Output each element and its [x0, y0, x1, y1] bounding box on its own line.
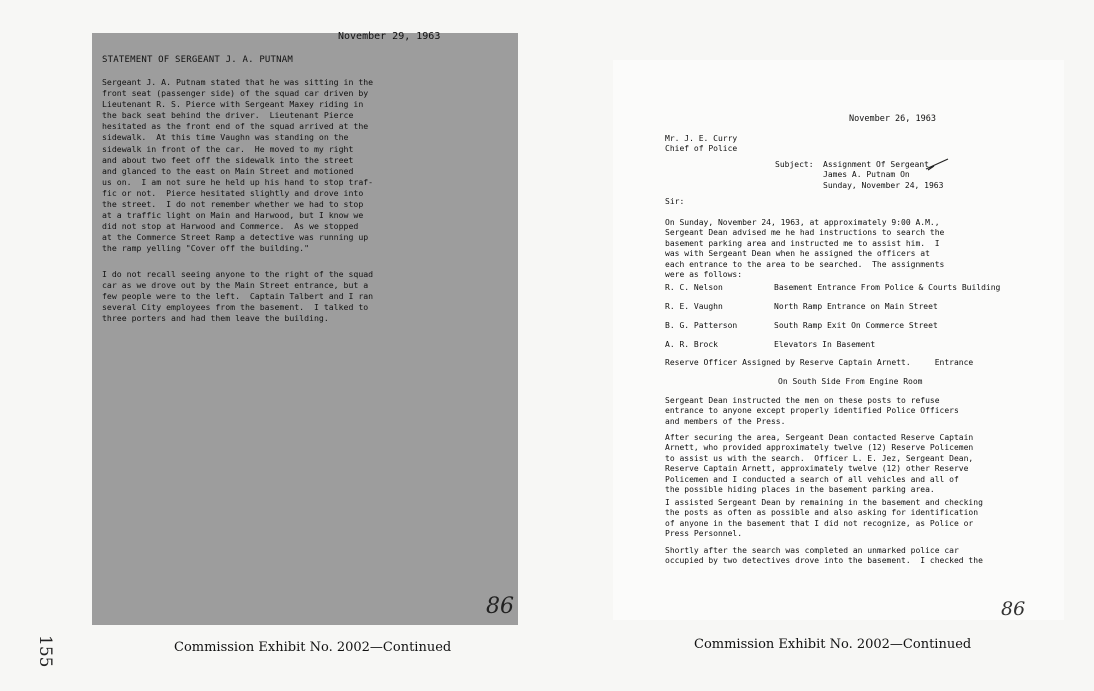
- text-line: at the Commerce Street Ramp a detective was running up: [102, 232, 369, 243]
- text-line: I do not recall seeing anyone to the right of the squad: [102, 269, 374, 279]
- right-handwritten-mark: 86: [1001, 598, 1026, 620]
- assignment-officer: B. G. Patterson: [665, 321, 738, 330]
- text-line: to assist us with the search. Officer L. E. Jez, Sergeant Dean,: [665, 453, 974, 463]
- text-line: basement parking area and instructed me to assist him. I: [665, 238, 940, 248]
- text-line: After securing the area, Sergeant Dean contacted Reserve Captain: [665, 433, 974, 442]
- subject-line: Assignment Of Sergeant: [823, 160, 929, 169]
- text-line: Sergeant J. A. Putnam stated that he was sitting in the: [102, 77, 374, 87]
- text-line: the posts as often as possible and also asking for identification: [665, 508, 979, 518]
- addressee-line: Chief of Police: [665, 144, 738, 154]
- text-line: fic or not. Pierce hesitated slightly and drove into: [102, 187, 364, 198]
- assignment-post: South Ramp Exit On Commerce Street: [774, 321, 938, 330]
- text-line: entrance to anyone except properly identified Police Officers: [665, 406, 959, 416]
- text-line: Sergeant Dean instructed the men on these posts to refuse: [665, 396, 940, 405]
- text-line: of anyone in the basement that I did not recognize, as Police or: [665, 518, 974, 528]
- text-line: I assisted Sergeant Dean by remaining in the basement and checking: [665, 498, 983, 507]
- text-line: and about two feet off the sidewalk into the street: [102, 154, 354, 165]
- text-line: and glanced to the east on Main Street and motioned: [102, 165, 354, 176]
- assignment-officer: R. E. Vaughn: [665, 302, 723, 311]
- text-line: the back seat behind the driver. Lieutenant Pierce: [102, 110, 354, 121]
- text-line: car as we drove out by the Main Street entrance, but a: [102, 280, 369, 291]
- left-handwritten-mark: 86: [486, 594, 514, 619]
- text-line: the ramp yelling "Cover off the building.": [102, 243, 310, 254]
- left-document-date: November 29, 1963: [338, 31, 441, 42]
- intro-paragraph: [665, 218, 944, 280]
- text-line: and members of the Press.: [665, 416, 786, 426]
- subject-line: James A. Putnam On: [823, 170, 910, 180]
- text-line: Press Personnel.: [665, 529, 743, 539]
- assignment-officer: A. R. Brock: [665, 340, 718, 349]
- left-paragraph-2: [102, 269, 402, 324]
- text-line: Lieutenant R. S. Pierce with Sergeant Maxey riding in: [102, 99, 364, 110]
- addressee-line: Mr. J. E. Curry: [665, 134, 738, 143]
- text-line: hesitated as the front end of the squad arrived at the: [102, 121, 369, 132]
- text-line: the possible hiding places in the basement parking area.: [665, 485, 935, 495]
- text-line: each entrance to the area to be searched. The assignments: [665, 259, 945, 269]
- subject-label: Subject:: [775, 160, 814, 169]
- text-line: Arnett, who provided approximately twelve (12) Reserve Policemen: [665, 443, 974, 453]
- text-line: few people were to the left. Captain Talbert and I ran: [102, 291, 374, 302]
- text-line: sidewalk in front of the car. He moved to my right: [102, 143, 354, 154]
- text-line: Policemen and I conducted a search of all vehicles and all of: [665, 474, 959, 484]
- assignment-post: North Ramp Entrance on Main Street: [774, 302, 938, 311]
- assignment-post: Elevators In Basement: [774, 340, 876, 349]
- subject-line: Sunday, November 24, 1963: [823, 180, 944, 190]
- text-line: front seat (passenger side) of the squad car driven by: [102, 88, 369, 99]
- left-paragraph-1: [102, 77, 402, 255]
- assignment-officer: R. C. Nelson: [665, 283, 723, 292]
- text-line: several City employees from the basement. I talked to: [102, 302, 369, 313]
- shortly-paragraph: [665, 546, 983, 567]
- text-line: three porters and had them leave the building.: [102, 313, 329, 324]
- salutation: Sir:: [665, 197, 685, 206]
- right-document-date: November 26, 1963: [849, 114, 936, 124]
- left-document-title: STATEMENT OF SERGEANT J. A. PUTNAM: [102, 55, 294, 65]
- assignment-post: Basement Entrance From Police & Courts Building: [774, 283, 1001, 292]
- text-line: occupied by two detectives drove into the basement. I checked the: [665, 556, 983, 566]
- text-line: us on. I am not sure he held up his hand to stop traf-: [102, 176, 374, 187]
- text-line: Shortly after the search was completed an unmarked police car: [665, 546, 959, 555]
- after-paragraph: [665, 433, 973, 495]
- text-line: Sergeant Dean advised me he had instructions to search the: [665, 228, 945, 238]
- reserve-line: Reserve Officer Assigned by Reserve Captain Arnett. Entrance: [665, 358, 974, 367]
- text-line: was with Sergeant Dean when he assigned the officers at: [665, 249, 930, 259]
- handwritten-check-mark: [924, 157, 950, 171]
- left-exhibit-caption: Commission Exhibit No. 2002—Continued: [174, 640, 452, 655]
- text-line: were as follows:: [665, 270, 743, 280]
- text-line: sidewalk. At this time Vaughn was standing on the: [102, 132, 349, 143]
- text-line: did not stop at Harwood and Commerce. As we stopped: [102, 221, 359, 232]
- right-addressee: [665, 134, 737, 155]
- text-line: at a traffic light on Main and Harwood, but I know we: [102, 210, 364, 221]
- text-line: Reserve Captain Arnett, approximately twelve (12) other Reserve: [665, 464, 969, 474]
- assist-paragraph: [665, 498, 983, 540]
- left-document-page: [92, 33, 518, 625]
- text-line: the street. I do not remember whether we had to stop: [102, 199, 364, 210]
- instruct-paragraph: [665, 396, 959, 427]
- reserve-line-2: On South Side From Engine Room: [778, 377, 923, 386]
- text-line: On Sunday, November 24, 1963, at approximately 9:00 A.M.,: [665, 218, 940, 227]
- right-exhibit-caption: Commission Exhibit No. 2002—Continued: [694, 637, 972, 652]
- page-number: 155: [35, 635, 55, 668]
